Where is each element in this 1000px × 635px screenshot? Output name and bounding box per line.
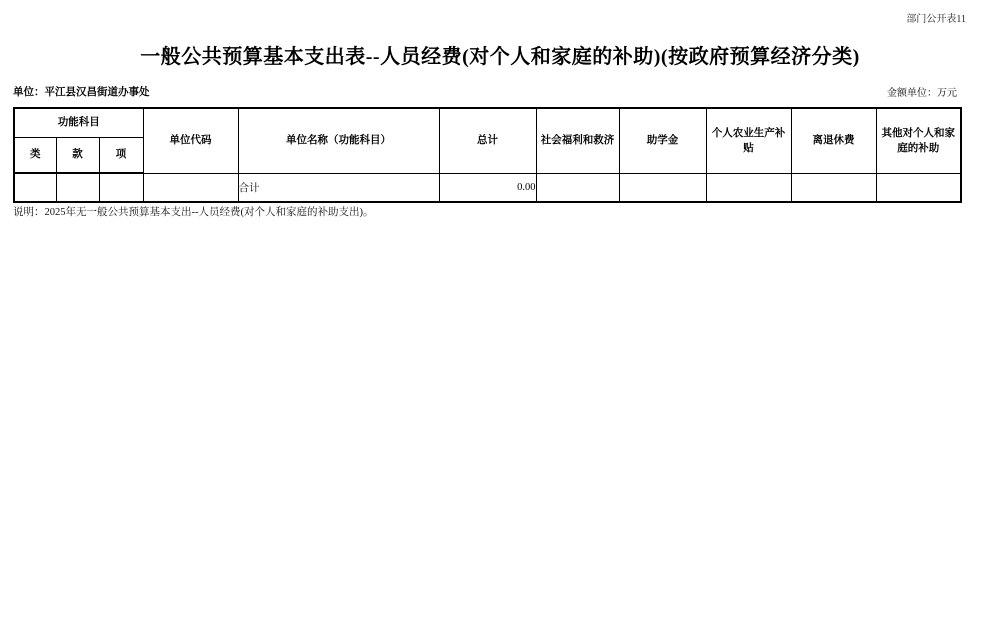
col-header-total: 总计 (439, 108, 536, 173)
doc-sheet-number: 部门公开表11 (906, 14, 966, 25)
amount-unit-label: 金额单位：万元 (887, 88, 957, 99)
col-header-other-subsidy: 其他对个人和家庭的补助 (876, 108, 961, 173)
cell-func-section (56, 173, 99, 202)
table-header-row-1 (14, 108, 961, 137)
page-title: 一般公共预算基本支出表--人员经费(对个人和家庭的补助)(按政府预算经济分类) (140, 46, 860, 68)
cell-func-class (14, 173, 56, 202)
col-header-retirement: 离退休费 (791, 108, 876, 173)
cell-agri-subsidy (706, 173, 791, 202)
col-header-functional-subject-group: 功能科目 (14, 108, 143, 137)
table-row-total (14, 173, 961, 202)
footnote: 说明：2025年无一般公共预算基本支出--人员经费(对个人和家庭的补助支出)。 (13, 207, 374, 218)
cell-social-welfare (536, 173, 619, 202)
meta-row (13, 84, 957, 99)
col-header-scholarship: 助学金 (619, 108, 706, 173)
col-header-unit-code: 单位代码 (143, 108, 238, 173)
cell-unit-code (143, 173, 238, 202)
col-header-social-welfare: 社会福利和救济 (536, 108, 619, 173)
cell-unit-name: 合计 (238, 173, 439, 202)
cell-retirement (791, 173, 876, 202)
cell-func-item (99, 173, 143, 202)
col-header-func-section: 款 (56, 137, 99, 173)
col-header-func-class: 类 (14, 137, 56, 173)
budget-table (13, 107, 962, 203)
cell-total: 0.00 (439, 173, 536, 202)
col-header-func-item: 项 (99, 137, 143, 173)
col-header-agri-subsidy: 个人农业生产补贴 (706, 108, 791, 173)
unit-name-label: 单位：平江县汉昌街道办事处 (13, 87, 150, 98)
cell-scholarship (619, 173, 706, 202)
cell-other-subsidy (876, 173, 961, 202)
col-header-unit-name: 单位名称（功能科目） (238, 108, 439, 173)
